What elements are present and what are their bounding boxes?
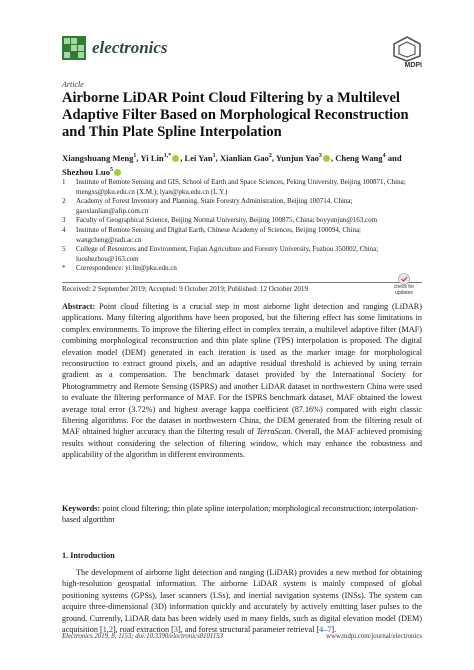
author-affiliation-marker: 1 <box>212 153 216 159</box>
page-footer <box>62 633 422 640</box>
keywords-text: point cloud filtering; thin plate spline interpolation; morphological reconstruction; interpolation-based algorithm <box>62 504 419 525</box>
affiliation-item <box>62 245 422 264</box>
abstract-label: Abstract: <box>62 302 96 311</box>
affiliation-item <box>62 178 422 197</box>
keywords <box>62 503 422 526</box>
author-name: Shezhou Luo <box>62 166 110 177</box>
affiliation-item <box>62 197 422 216</box>
affiliation-text: College of Resources and Environment, Fujian Agriculture and Forestry University, Fuzhou 350002, China; luoshezhou@163.com <box>76 245 379 263</box>
check-updates-label: check for updates <box>393 284 415 296</box>
article-title: Airborne LiDAR Point Cloud Filtering by a Multilevel Adaptive Filter Based on Morphological Reconstruction and Thin Plate Spline Interpolation <box>62 90 409 140</box>
orcid-icon[interactable] <box>172 155 179 162</box>
author-name: Cheng Wang <box>335 152 383 163</box>
check-updates-badge[interactable] <box>386 272 422 302</box>
journal-logo-icon <box>62 36 86 60</box>
author-affiliation-marker: 5 <box>110 166 113 173</box>
author-affiliation-marker: 4 <box>382 153 386 159</box>
abstract-software-name: TerraScan <box>256 427 291 437</box>
affiliation-number: 3 <box>62 216 66 225</box>
publisher-name: MDPI <box>404 62 422 69</box>
affiliation-number: 4 <box>62 225 66 234</box>
dates-divider <box>62 282 422 283</box>
affiliation-number: * <box>62 264 66 273</box>
affiliation-item <box>62 264 422 274</box>
abstract <box>62 301 422 461</box>
affiliation-text: Academy of Forest Inventory and Planning, State Forestry Administration, Beijing 100714, China; gaoxianlian@afip.com.cn <box>76 197 353 215</box>
affiliation-text: Faculty of Geographical Science, Beijing Normal University, Beijing 100875, China; boyyunjun@163.com <box>76 216 378 225</box>
affiliation-text: Institute of Remote Sensing and GIS, School of Earth and Space Sciences, Peking University, Beijing 100871, China; mengxs@pku.edu.cn (X.M.); lyan@pku.edu.cn (L.Y.) <box>76 178 406 196</box>
citation-link[interactable]: 2 <box>108 625 113 635</box>
keywords-label: Keywords: <box>62 504 101 513</box>
citation-link[interactable]: 4–7 <box>319 625 332 635</box>
affiliation-number: 5 <box>62 245 66 254</box>
author-name: Xianlian Gao <box>219 152 269 163</box>
affiliation-item <box>62 216 422 226</box>
orcid-icon[interactable] <box>323 155 330 162</box>
affiliation-text: Correspondence: yi.lin@pku.edu.cn <box>76 264 177 273</box>
section-heading: 1. Introduction <box>62 551 115 560</box>
affiliation-number: 1 <box>62 178 66 186</box>
orcid-icon[interactable] <box>114 169 121 176</box>
intro-text: ]. <box>331 625 337 635</box>
author-affiliation-marker: 1 <box>133 153 137 159</box>
author-list: Xiangshuang Meng$^1$, Yi Lin$^{1,*}$ , Lei Yan$^1$, Xianlian Gao$^2$, Yunjun Yao$^3$ , Cheng Wang$^4$ and Shezhou Luo$^5$ <box>62 152 402 177</box>
intro-text: The development of airborne light detection and ranging (LiDAR) provides a new method for obtaining high-resolution geospatial information. The airborne LiDAR system is mainly composed of global positioning systems (GPSs), laser scanners (LSs), and inertial navigation systems (INSs). The system can acquire three-dimensional (3D) information quickly and accurately by actively emitting laser pulses to the ground. Currently, LiDAR data has been widely used in many fields, such as digital elevation model (DEM) acquisition [ <box>62 568 422 635</box>
journal-name: electronics <box>92 38 168 57</box>
intro-text: ], and forest structural parameter retrieval [ <box>177 625 320 635</box>
abstract-text: Point cloud filtering is a crucial step in most airborne light detection and ranging (LiDAR) applications. Many filtering algorithms have been proposed, but the filtering effect has some limitations in complex environments. To improve the filtering effect in complex terrain, a multilevel adaptive filter (MAF) combining morphological reconstruction and thin plate spline (TPS) interpolation is proposed. The digital elevation model (DEM) generated in each iteration is used as the marker image for morphological reconstruction to extract ground pixels, and an adaptive residual threshold is achieved by using terrain gradient as a compensation. The benchmark dataset provided by the International Society for Photogrammetry and Remote Sensing (ISPRS) and another LiDAR dataset in northwestern China were used to evaluate the filtering performance of MAF. For the ISPRS benchmark dataset, MAF obtained the lowest average total error (3.72%) and highest average kappa coefficient (87.16%) compared with eight classic filtering algorithms. For the dataset in northwestern China, the DEM generated from the filtering result of MAF obtained higher accuracy than the filtering result of <box>62 302 422 437</box>
author-affiliation-marker: 1,* <box>163 153 172 159</box>
citation-separator: , <box>106 625 109 635</box>
affiliation-number: 2 <box>62 197 66 206</box>
author-name: Xiangshuang Meng <box>62 152 134 163</box>
author-name: Lei Yan <box>184 152 213 163</box>
footer-url[interactable]: www.mdpi.com/journal/electronics <box>326 633 422 640</box>
publication-dates: Received: 2 September 2019; Accepted: 9 October 2019; Published: 12 October 2019 <box>62 285 309 293</box>
author-affiliation-marker: 2 <box>268 153 272 159</box>
abstract-text-end: . Overall, the MAF achieved promising results without considering the selection of filtering window, which may enhance the robustness and applicability of the algorithm in different environments. <box>62 427 423 460</box>
footer-citation: Electronics 2019, 8, 1153; doi:10.3390/electronics8101153 <box>62 633 224 640</box>
affiliation-list <box>62 178 422 274</box>
citation-link[interactable]: 1 <box>102 625 107 635</box>
affiliation-item <box>62 226 422 245</box>
journal-header <box>62 36 422 70</box>
author-name: Yunjun Yao <box>275 152 319 163</box>
affiliation-text: Institute of Remote Sensing and Digital Earth, Chinese Academy of Sciences, Beijing 100094, China; wangcheng@radi.ac.cn <box>76 225 362 244</box>
author-name: Yi Lin <box>140 152 164 163</box>
intro-text: ], road extraction [ <box>112 625 174 635</box>
author-affiliation-marker: 3 <box>318 153 322 159</box>
citation-link[interactable]: 3 <box>173 625 178 635</box>
article-type: Article <box>62 80 84 89</box>
mdpi-logo-icon <box>392 36 422 62</box>
introduction-paragraph <box>62 567 422 635</box>
